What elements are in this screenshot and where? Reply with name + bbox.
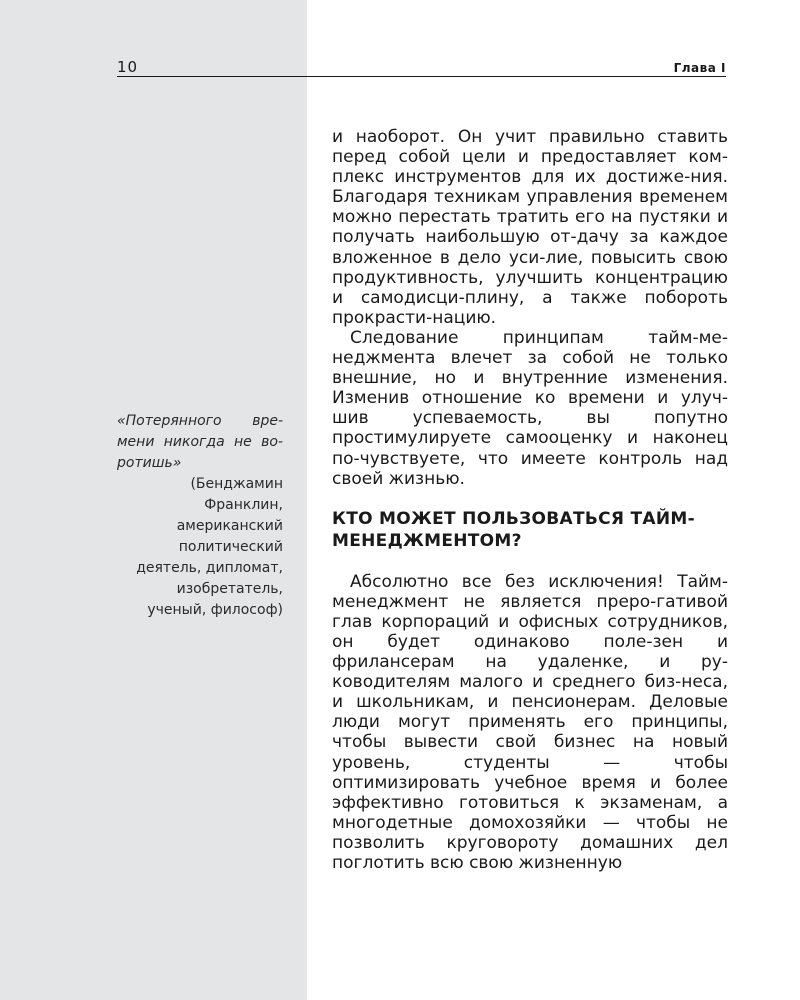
sidebar-quote [117,411,283,621]
body-paragraph: Абсолютно все без исключения! Тайм-менеджмент не является преро-гативой глав корпораций и офисных сотрудников, он будет одинаково поле-зен и фрилансерам на удаленке, и ру-ководителям малого и среднего биз-неса, и школьникам, и пенсионерам. Деловые люди могут применять его принципы, чтобы вывести свой бизнес на новый уровень, студенты — чтобы оптимизировать учебное время и более эффективно готовиться к экзаменам, а многодетные домохозяйки — чтобы не позволить круговороту домашних дел поглотить всю свою жизненную [332,571,728,873]
body-paragraph: и наоборот. Он учит правильно ставить перед собой цели и предоставляет ком-плекс инструментов для их достиже-ния. Благодаря техникам управления временем можно перестать тратить его на пустяки и получать наибольшую от-дачу за каждое вложенное в дело уси-лие, повысить свою продуктивность, улучшить концентрацию и самодисци-плину, а также побороть прокрасти-нацию. [332,127,728,328]
running-header [117,58,726,77]
body-paragraph: Следование принципам тайм-ме-неджмента влечет за собой не только внешние, но и внутренние изменения. Изменив отношение ко времени и улуч-шив успеваемость, вы попутно простимулируете самооценку и наконец по-чувствуете, что имеете контроль над своей жизнью. [332,327,728,489]
main-text-column [332,127,728,873]
page-number: 10 [117,58,139,76]
chapter-title: Глава I [673,61,726,75]
quote-author: (Бенджамин Франклин, американский политический деятель, дипломат, изобретатель, ученый, философ) [136,476,283,618]
quote-text: «Потерянного вре-мени никогда не во-ротишь» [117,413,283,471]
section-heading: КТО МОЖЕТ ПОЛЬЗОВАТЬСЯ ТАЙМ-МЕНЕДЖМЕНТОМ? [332,508,695,551]
